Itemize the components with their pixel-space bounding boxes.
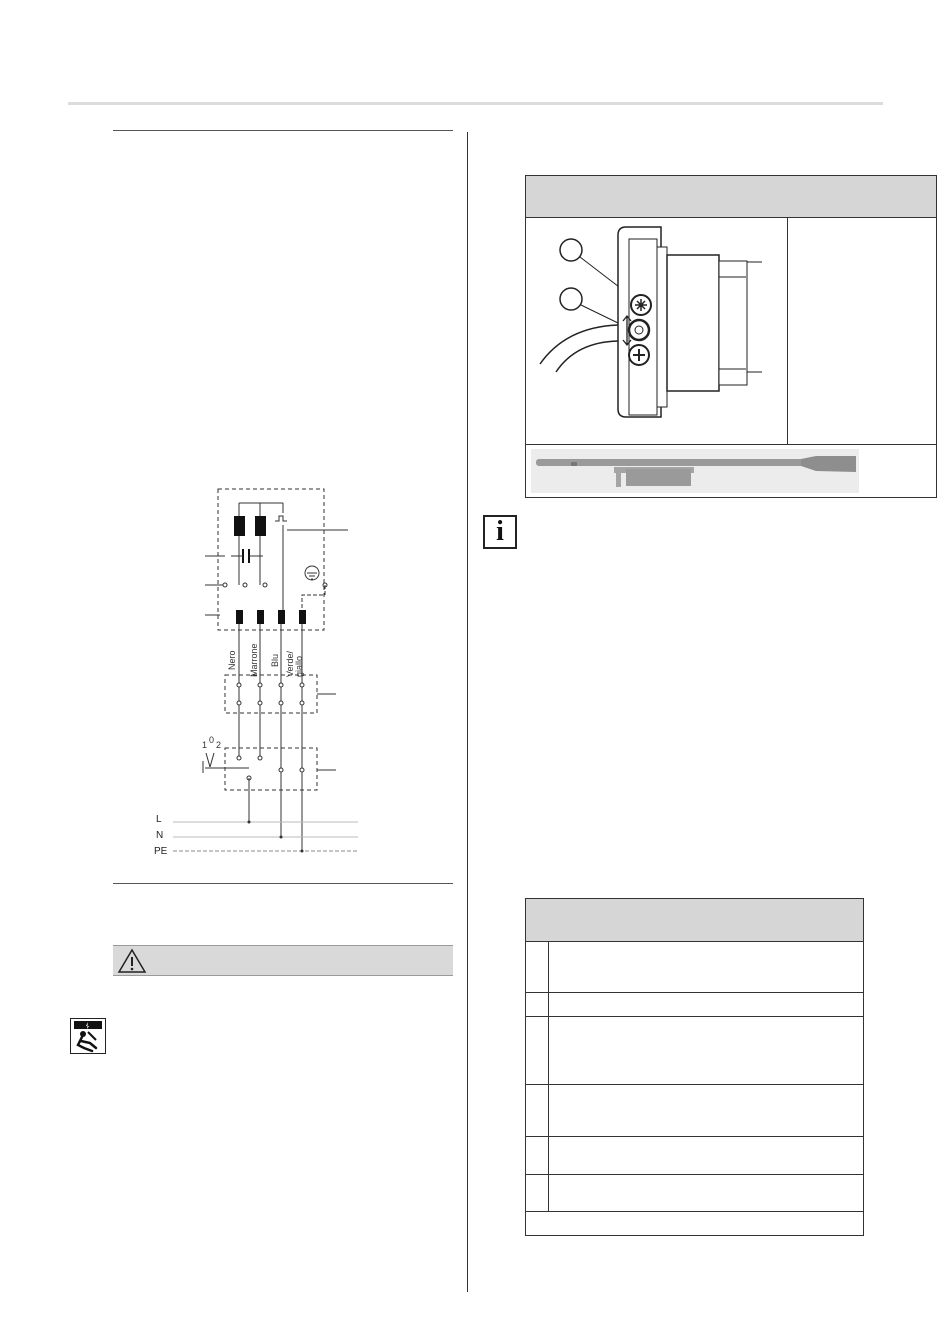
- panel-side-area: [787, 217, 936, 444]
- switch-pos-2: 2: [216, 740, 222, 750]
- line-label-pe: PE: [154, 846, 168, 857]
- panel-header: [526, 176, 936, 218]
- warning-bar: [113, 945, 453, 976]
- tool-illustration: [526, 444, 936, 499]
- switch-pos-1: 1: [202, 740, 208, 750]
- coil-2: [255, 516, 266, 536]
- table-row: [526, 941, 863, 993]
- table-footer-row: [526, 1212, 863, 1235]
- table-row: [526, 1017, 863, 1085]
- table-row: [526, 1137, 863, 1175]
- wire-label-giallo: giallo: [294, 655, 304, 677]
- callout-2: [560, 288, 582, 310]
- line-label-l: L: [156, 814, 162, 825]
- table-row: [526, 993, 863, 1017]
- column-divider: [467, 132, 468, 1292]
- top-rule: [68, 102, 883, 105]
- section-rule-top: [113, 130, 453, 131]
- electric-shock-icon: [70, 1018, 106, 1054]
- connector-drawing: [526, 217, 787, 444]
- connector-illustration: [526, 217, 788, 444]
- line-label-n: N: [156, 830, 164, 841]
- info-icon: [483, 515, 517, 549]
- info-table: [525, 898, 864, 1236]
- coil-1: [234, 516, 245, 536]
- table-header: [526, 899, 863, 942]
- wire-label-blu: Blu: [270, 653, 280, 667]
- wire-label-nero: Nero: [227, 650, 237, 670]
- section-rule-bottom: [113, 883, 453, 884]
- motor-box: [218, 489, 324, 630]
- table-row: [526, 1175, 863, 1212]
- wire-label-marrone: Marrone: [249, 643, 259, 677]
- wire-label-verde: Verde/: [285, 650, 295, 677]
- wiring-diagram: [150, 485, 365, 860]
- switch-pos-0: 0: [209, 735, 215, 745]
- warning-triangle-icon: [117, 948, 147, 974]
- table-row: [526, 1085, 863, 1137]
- callout-1: [560, 239, 582, 261]
- connector-figure-panel: [525, 175, 937, 498]
- tool-drawing: [526, 445, 936, 499]
- info-letter: i: [496, 516, 504, 547]
